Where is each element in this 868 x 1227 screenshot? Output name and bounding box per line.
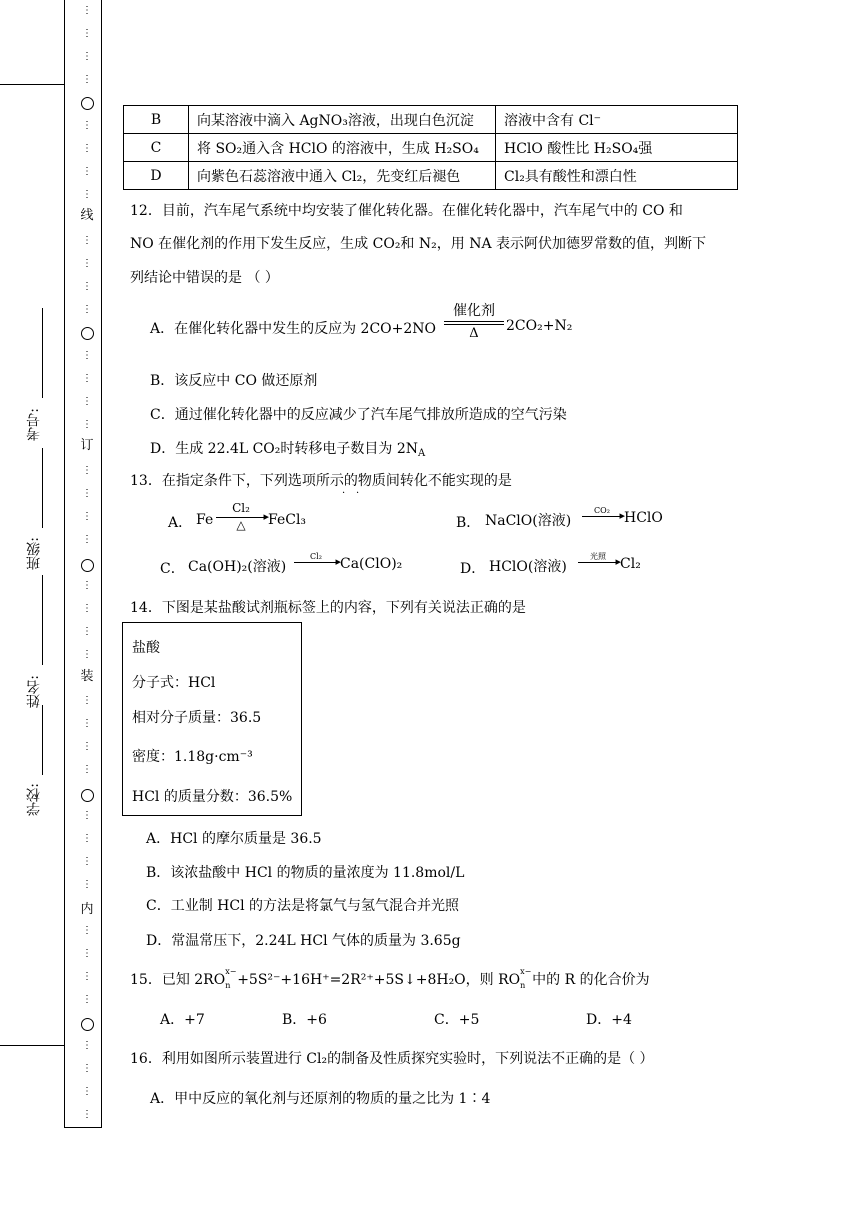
table-row xyxy=(124,134,738,162)
emphasis-dot: · xyxy=(342,488,346,499)
q13-stem: 13．在指定条件下，下列选项所示的物质间转化不能实现的是 xyxy=(130,473,512,489)
name-label: 姓名: xyxy=(26,675,42,708)
table-cell-operation: 将 SO₂通入含 HClO 的溶液中，生成 H₂SO₄ xyxy=(189,134,496,162)
binding-dots: ⋮ xyxy=(82,833,92,844)
binding-dots: ⋮ xyxy=(82,695,92,706)
binding-dots: ⋮ xyxy=(82,304,92,315)
q12-stem-line1: 12．目前，汽车尾气系统中均安装了催化转化器。在催化转化器中，汽车尾气中的 CO 和 xyxy=(130,203,683,219)
q16-stem: 16．利用如图所示装置进行 Cl₂的制备及性质探究实验时，下列说法不正确的是（ ） xyxy=(130,1051,654,1067)
q13-option-a-arrow xyxy=(216,501,269,532)
arrow-icon: ▸ xyxy=(294,562,338,563)
binding-dots: ⋮ xyxy=(82,1109,92,1120)
q12-option-c: C．通过催化转化器中的反应减少了汽车尾气排放所造成的空气污染 xyxy=(150,407,567,423)
heat-label: Δ xyxy=(469,326,479,341)
binding-dots: ⋮ xyxy=(82,626,92,637)
reagent-label: Cl₂ xyxy=(232,501,250,515)
arrow-icon: ▸ xyxy=(578,562,618,563)
exam-number-blank xyxy=(42,308,43,398)
school-label: 学校: xyxy=(26,783,42,816)
q16-option-a: A．甲中反应的氧化剂与还原剂的物质的量之比为 1∶4 xyxy=(150,1091,491,1107)
q12-option-a xyxy=(150,318,436,338)
class-blank xyxy=(42,448,43,528)
binding-dots: ⋮ xyxy=(82,51,92,62)
ion-charge: x− n xyxy=(520,967,532,990)
q13-option-b-arrow xyxy=(582,506,625,522)
table-cell-option: C xyxy=(124,134,189,162)
binding-dots: ⋮ xyxy=(82,580,92,591)
binding-dots: ⋮ xyxy=(82,166,92,177)
class-label: 班级: xyxy=(26,537,42,570)
label-line: 盐酸 xyxy=(132,640,160,656)
binding-dots: ⋮ xyxy=(82,74,92,85)
q13-option-a-left: Fe xyxy=(196,512,214,528)
binding-dots: ⋮ xyxy=(82,810,92,821)
binding-dots: ⋮ xyxy=(82,534,92,545)
binding-dots: ⋮ xyxy=(82,718,92,729)
q13-option-d-arrow xyxy=(578,552,621,568)
q15-stem-pre: 15．已知 2RO xyxy=(130,972,226,988)
q15-stem xyxy=(130,969,650,989)
binding-dots: ⋮ xyxy=(82,741,92,752)
reagent-label: Cl₂ xyxy=(310,552,322,561)
table-cell-conclusion: Cl₂具有酸性和漂白性 xyxy=(496,162,738,190)
q14-stem: 14．下图是某盐酸试剂瓶标签上的内容，下列有关说法正确的是 xyxy=(130,600,526,616)
binding-dots: ⋮ xyxy=(82,764,92,775)
gutter-top-divider xyxy=(0,84,64,85)
q13-option-b-left: NaClO(溶液) xyxy=(485,513,572,529)
q15-option-d: D．+4 xyxy=(586,1012,632,1028)
q13-option-d-right: Cl₂ xyxy=(620,556,641,572)
q12-option-a-product: 2CO₂+N₂ xyxy=(506,318,573,334)
ion-charge: x− n xyxy=(225,967,237,990)
emphasis-dot: · xyxy=(356,488,360,499)
gutter-mark-nei: 内 xyxy=(80,902,94,917)
q13-option-c-label: C． xyxy=(160,561,185,577)
q15-option-b: B．+6 xyxy=(282,1012,327,1028)
table-cell-operation: 向紫色石蕊溶液中通入 Cl₂，先变红后褪色 xyxy=(189,162,496,190)
binding-circle-icon xyxy=(81,559,94,572)
gutter-mark-zhuang: 装 xyxy=(80,669,94,684)
label-line: 相对分子质量：36.5 xyxy=(132,710,262,726)
binding-dots: ⋮ xyxy=(82,1086,92,1097)
binding-circle-icon xyxy=(81,327,94,340)
reagent-label-box xyxy=(122,622,302,816)
binding-dots: ⋮ xyxy=(82,258,92,269)
equals-sign xyxy=(444,321,504,325)
q12-stem-line2: NO 在催化剂的作用下发生反应，生成 CO₂和 N₂，用 NA 表示阿伏加德罗常数的值，判断下 xyxy=(130,236,707,252)
binding-dots: ⋮ xyxy=(82,235,92,246)
binding-dots: ⋮ xyxy=(82,143,92,154)
binding-dots: ⋮ xyxy=(82,373,92,384)
reagent-label: CO₂ xyxy=(594,506,610,515)
label-line: 分子式：HCl xyxy=(132,675,216,691)
binding-dots: ⋮ xyxy=(82,971,92,982)
binding-dots: ⋮ xyxy=(82,994,92,1005)
table-row xyxy=(124,106,738,134)
binding-dots: ⋮ xyxy=(82,350,92,361)
q13-option-b-right: HClO xyxy=(624,510,663,526)
name-blank xyxy=(42,575,43,665)
school-blank xyxy=(42,705,43,775)
binding-dots: ⋮ xyxy=(82,189,92,200)
table-cell-option: B xyxy=(124,106,189,134)
q13-option-c-arrow xyxy=(294,552,341,568)
q14-option-d: D．常温常压下，2.24L HCl 气体的质量为 3.65g xyxy=(146,933,461,949)
q14-option-b: B．该浓盐酸中 HCl 的物质的量浓度为 11.8mol/L xyxy=(146,865,465,881)
q15-option-a: A．+7 xyxy=(160,1012,205,1028)
q12-option-d xyxy=(150,438,425,459)
q12-reaction-condition xyxy=(444,302,504,342)
q13-option-c-left: Ca(OH)₂(溶液) xyxy=(188,559,287,575)
q13-option-d-label: D． xyxy=(460,561,486,577)
gutter-left-line xyxy=(64,0,65,1128)
table-cell-conclusion: 溶液中含有 Cl⁻ xyxy=(496,106,738,134)
catalyst-label: 催化剂 xyxy=(453,303,495,319)
binding-dots: ⋮ xyxy=(82,925,92,936)
binding-dots: ⋮ xyxy=(82,120,92,131)
reagent-label: 光照 xyxy=(590,552,606,561)
arrow-icon: ▸ xyxy=(216,517,266,518)
q14-option-a: A．HCl 的摩尔质量是 36.5 xyxy=(146,831,322,847)
binding-dots: ⋮ xyxy=(82,28,92,39)
binding-dots: ⋮ xyxy=(82,1063,92,1074)
q13-option-a-right: FeCl₃ xyxy=(268,512,307,528)
gutter-mark-ding: 订 xyxy=(80,438,94,453)
table-cell-conclusion: HClO 酸性比 H₂SO₄强 xyxy=(496,134,738,162)
binding-dots: ⋮ xyxy=(82,856,92,867)
q12-option-b: B．该反应中 CO 做还原剂 xyxy=(150,373,318,389)
binding-dots: ⋮ xyxy=(82,948,92,959)
gutter-right-line xyxy=(101,0,102,1128)
q13-option-b-label: B． xyxy=(456,515,481,531)
gutter-bottom-divider xyxy=(0,1045,64,1046)
gutter-mark-xian: 线 xyxy=(80,208,94,223)
experiment-table xyxy=(123,105,738,190)
q15-option-c: C．+5 xyxy=(434,1012,480,1028)
binding-circle-icon xyxy=(81,97,94,110)
binding-dots: ⋮ xyxy=(82,649,92,660)
binding-dots: ⋮ xyxy=(82,511,92,522)
q12-stem-line3: 列结论中错误的是 （ ） xyxy=(130,270,279,286)
q12-option-d-text: D．生成 22.4L CO₂时转移电子数目为 2N xyxy=(150,441,419,457)
table-cell-operation: 向某溶液中滴入 AgNO₃溶液，出现白色沉淀 xyxy=(189,106,496,134)
binding-dots: ⋮ xyxy=(82,396,92,407)
binding-dots: ⋮ xyxy=(82,465,92,476)
q12-option-a-text: A．在催化转化器中发生的反应为 2CO+2NO xyxy=(150,321,437,337)
binding-dots: ⋮ xyxy=(82,1040,92,1051)
label-line: HCl 的质量分数：36.5% xyxy=(132,789,293,805)
binding-dots: ⋮ xyxy=(82,879,92,890)
q15-stem-post: 中的 R 的化合价为 xyxy=(532,972,650,988)
table-row xyxy=(124,162,738,190)
avogadro-subscript: A xyxy=(418,448,426,459)
binding-dots: ⋮ xyxy=(82,419,92,430)
q13-option-c-right: Ca(ClO)₂ xyxy=(340,556,403,572)
binding-circle-icon xyxy=(81,789,94,802)
binding-circle-icon xyxy=(81,1018,94,1031)
arrow-icon: ▸ xyxy=(582,516,622,517)
q13-option-a-label: A． xyxy=(168,515,193,531)
gutter-bottom-line xyxy=(64,1127,102,1128)
binding-dots: ⋮ xyxy=(82,5,92,16)
q14-option-c: C．工业制 HCl 的方法是将氯气与氢气混合并光照 xyxy=(146,898,460,914)
heat-label: △ xyxy=(236,518,246,532)
binding-dots: ⋮ xyxy=(82,603,92,614)
exam-number-label: 考号: xyxy=(26,408,42,441)
binding-dots: ⋮ xyxy=(82,281,92,292)
q15-stem-mid: +5S²⁻+16H⁺=2R²⁺+5S↓+8H₂O，则 RO xyxy=(237,972,521,988)
table-cell-option: D xyxy=(124,162,189,190)
binding-dots: ⋮ xyxy=(82,488,92,499)
q13-option-d-left: HClO(溶液) xyxy=(489,559,567,575)
label-line: 密度：1.18g·cm⁻³ xyxy=(132,749,253,765)
